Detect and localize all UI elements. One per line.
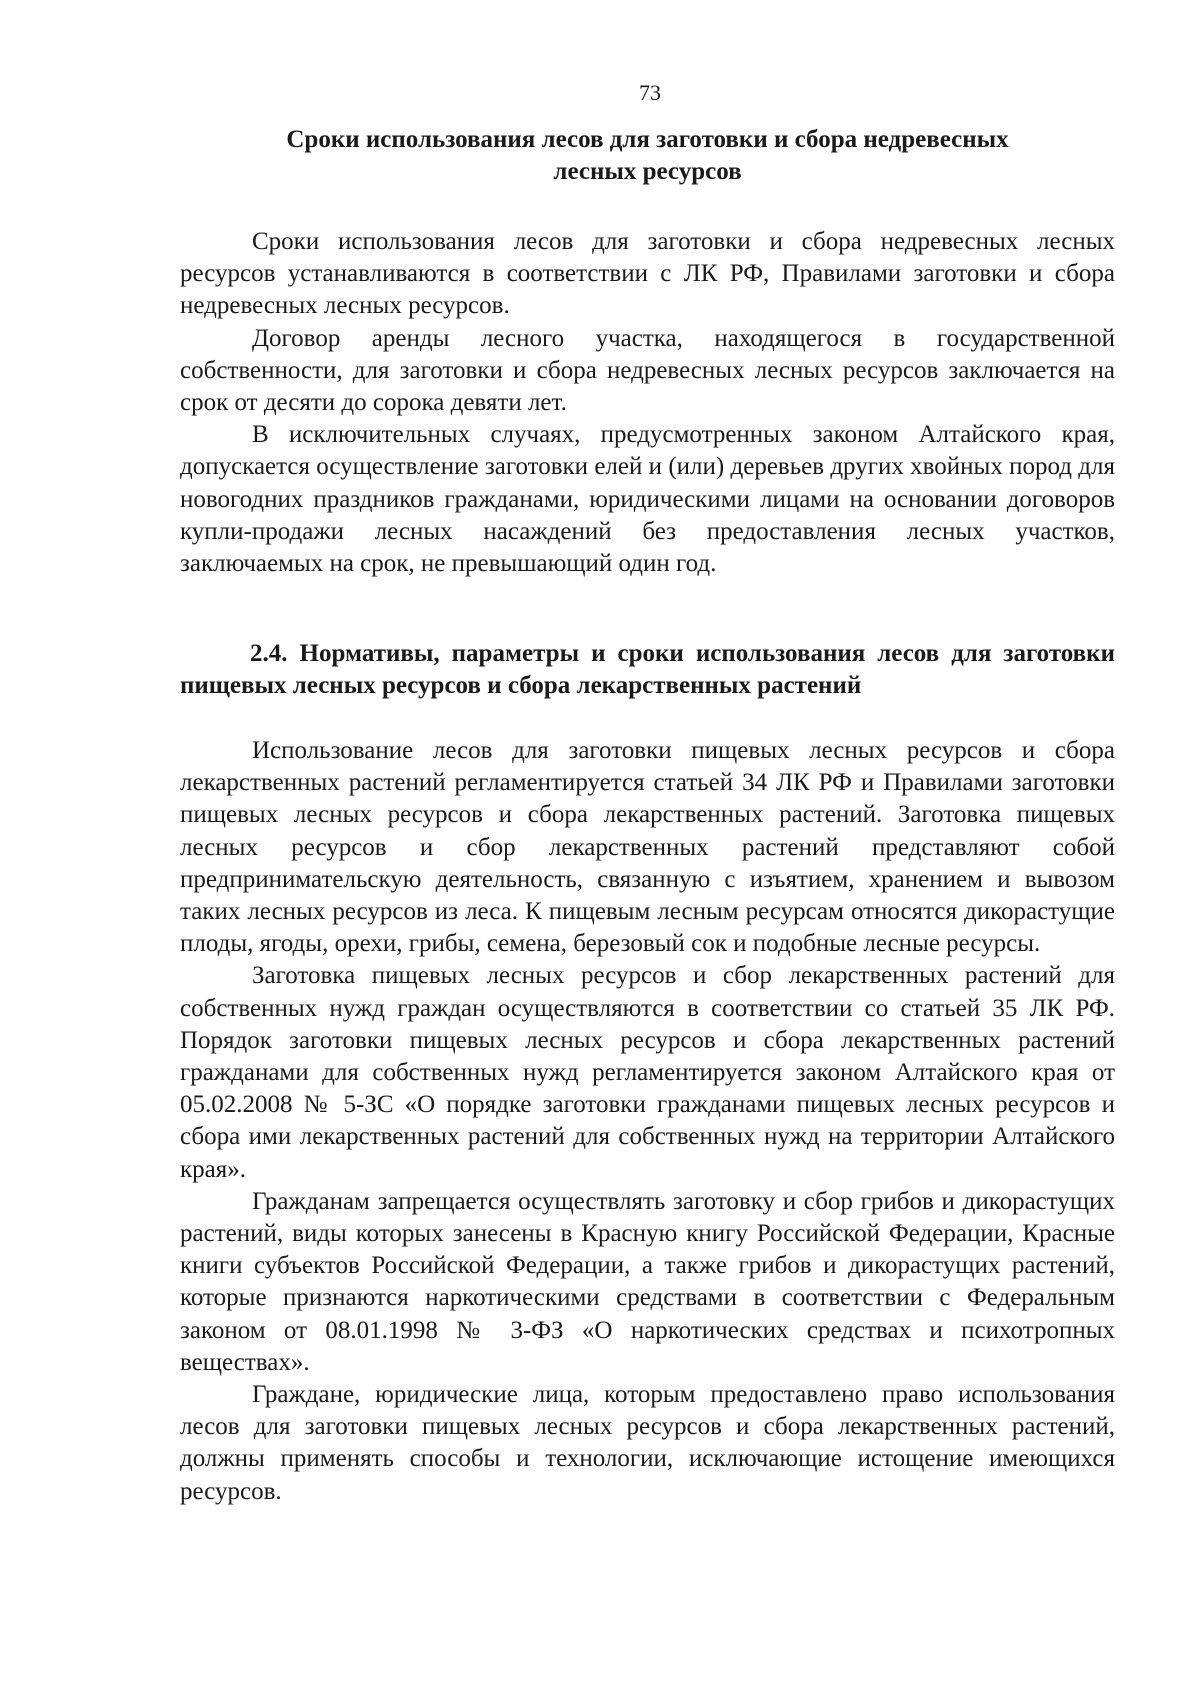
section-body-non-timber (180, 226, 1115, 580)
section-heading-2-4 (180, 638, 1115, 702)
paragraph: Договор аренды лесного участка, находящегося в государственной собственности, для заготовки и сбора недревесных лесных ресурсов заключается на срок от десяти до сорока девяти лет. (180, 324, 1115, 417)
section-body-food-resources (180, 735, 1115, 1508)
paragraph: Граждане, юридические лица, которым предоставлено право использования лесов для заготовки пищевых лесных ресурсов и сбора лекарственных растений, должны применять способы и технологии, исключающие истощение имеющихся ресурсов. (180, 1381, 1115, 1505)
paragraph: Заготовка пищевых лесных ресурсов и сбор лекарственных растений для собственных нужд граждан осуществляются в соответствии со статьей 35 ЛК РФ. Порядок заготовки пищевых лесных ресурсов и сбора лекарственных растений гражданами для собственных нужд регламентируется законом Алтайского края от 05.02.2008 № 5-ЗС «О порядке заготовки гражданами пищевых лесных ресурсов и сбора ими лекарственных растений для собственных нужд на территории Алтайского края». (180, 962, 1115, 1183)
section-title-line-1: Сроки использования лесов для заготовки и сбора недревесных (286, 126, 1009, 153)
section-heading-text: 2.4. Нормативы, параметры и сроки использования лесов для заготовки пищевых лесных ресурсов и сбора лекарственных растений (180, 640, 1115, 699)
paragraph: Сроки использования лесов для заготовки и сбора недревесных лесных ресурсов устанавливаются в соответствии с ЛК РФ, Правилами заготовки и сбора недревесных лесных ресурсов. (180, 228, 1115, 320)
page-number: 73 (639, 80, 661, 105)
section-title-line-2: лесных ресурсов (553, 158, 742, 185)
paragraph: Гражданам запрещается осуществлять заготовку и сбор грибов и дикорастущих растений, виды которых занесены в Красную книгу Российской Федерации, Красные книги субъектов Российской Федерации, а также грибов и дикорастущих растений, которые признаются наркотическими средствами в соответствии с Федеральным законом от 08.01.1998 № 3-ФЗ «О наркотических средствах и психотропных веществах». (180, 1187, 1115, 1376)
paragraph: В исключительных случаях, предусмотренных законом Алтайского края, допускается осуществление заготовки елей и (или) деревьев других хвойных пород для новогодних праздников гражданами, юридическими лицами на основании договоров купли-продажи лесных насаждений без предоставления лесных участков, заключаемых на срок, не превышающий один год. (180, 421, 1115, 578)
paragraph: Использование лесов для заготовки пищевых лесных ресурсов и сбора лекарственных растений регламентируется статьей 34 ЛК РФ и Правилами заготовки пищевых лесных ресурсов и сбора лекарственных растений. Заготовка пищевых лесных ресурсов и сбор лекарственных растений представляют собой предпринимательскую деятельность, связанную с изъятием, хранением и вывозом таких лесных ресурсов из леса. К пищевым лесным ресурсам относятся дикорастущие плоды, ягоды, орехи, грибы, семена, березовый сок и подобные лесные ресурсы. (180, 737, 1115, 958)
section-title-non-timber (180, 124, 1115, 188)
